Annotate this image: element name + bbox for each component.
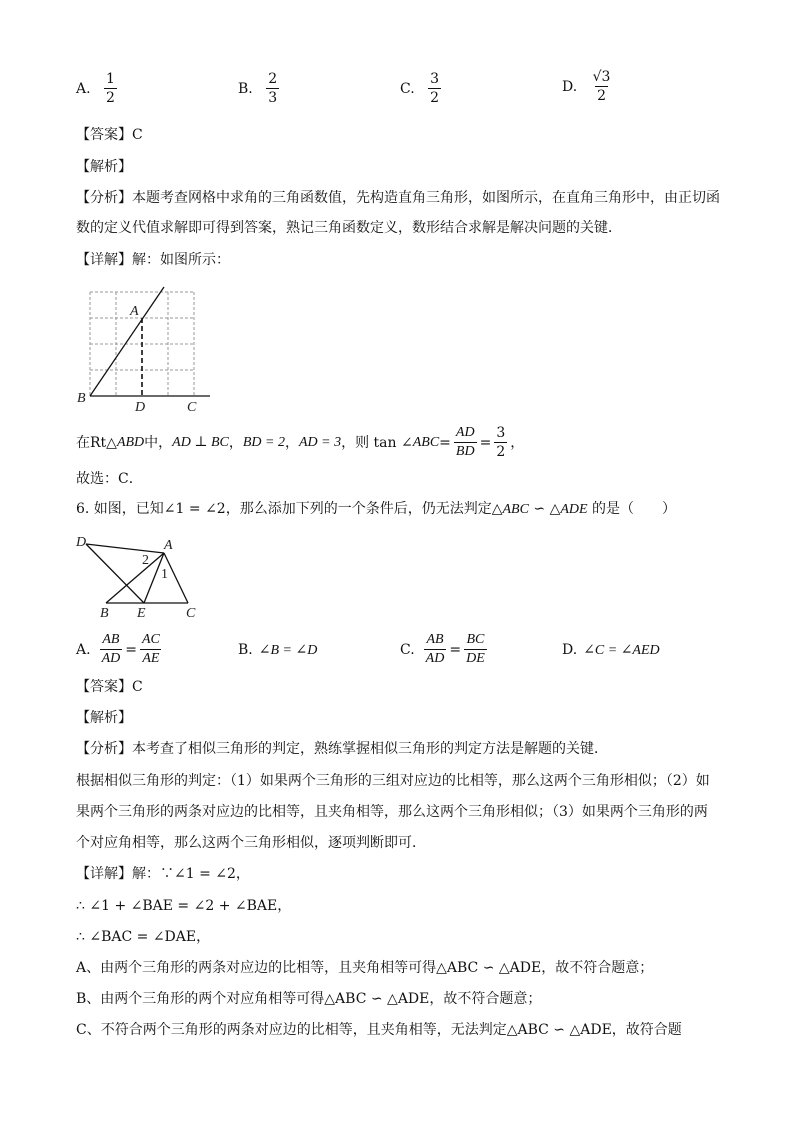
- fraction: $\frac{AC}{AE}$: [141, 632, 160, 666]
- fraction: $\frac{3}{2}$: [496, 425, 506, 460]
- q5-analysis-line2: 数的定义代值求解即可得到答案，熟记三角函数定义，数形结合求解是解决问题的关键．: [76, 220, 622, 236]
- q6-line: 【分析】本考查了相似三角形的判定，熟练掌握相似三角形的判定方法是解题的关键．: [76, 741, 608, 757]
- fraction: $\frac{AB}{AD}$: [101, 632, 121, 666]
- q5-option-a: [76, 70, 120, 107]
- q6-option-a: A. $\frac{AB}{AD}$ = $\frac{AC}{AE}$: [76, 632, 160, 666]
- q6-line: 果两个三角形的两条对应边的比相等，且夹角相等，那么这两个三角形相似；（3）如果两个三角形的两: [76, 804, 708, 820]
- label-b: B: [77, 391, 86, 406]
- q5-answer: 【答案】C: [76, 127, 143, 143]
- segment-ab: [106, 553, 164, 603]
- q5-option-c: [400, 70, 444, 107]
- segment-da: [86, 544, 164, 553]
- q5-grid-figure: [74, 284, 224, 416]
- q5-option-b: [238, 70, 282, 107]
- q6-option-c: C. $\frac{AB}{AD}$ = $\frac{BC}{DE}$: [400, 632, 485, 666]
- fraction: $\frac{1}{2}$: [106, 71, 115, 106]
- q6-line: ∴ ∠BAC = ∠DAE，: [76, 929, 211, 945]
- q5-detail-intro: 【详解】解：如图所示：: [76, 252, 230, 268]
- fraction: $\frac{AD}{BD}$: [455, 425, 475, 459]
- q6-line: B、由两个三角形的两个对应角相等可得△ABC ∽ △ADE，故不符合题意；: [76, 991, 542, 1007]
- label-b: B: [100, 606, 109, 621]
- label-e: E: [137, 606, 146, 621]
- option-letter: D.: [562, 78, 578, 95]
- q6-option-d: D. ∠C = ∠AED: [562, 642, 660, 658]
- q5-option-d: [562, 68, 615, 105]
- label-c: C: [187, 400, 197, 415]
- fraction: $\frac{2}{3}$: [268, 71, 278, 106]
- option-letter: C.: [400, 80, 415, 97]
- q6-stem: 6. 如图，已知∠1 = ∠2，那么添加下列的一个条件后，仍无法判定△ABC ∽ △ADE 的是（ ）: [76, 501, 677, 517]
- q6-line: 【详解】解：∵∠1 = ∠2，: [76, 866, 250, 882]
- option-letter: A.: [76, 80, 91, 97]
- q6-line: ∴ ∠1 + ∠BAE = ∠2 + ∠BAE，: [76, 898, 292, 914]
- q6-answer: 【答案】C: [76, 679, 143, 695]
- option-letter: B.: [238, 80, 253, 97]
- label-d: D: [135, 400, 146, 415]
- q5-analysis-line1: 【分析】本题考查网格中求角的三角函数值，先构造直角三角形，如图所示，在直角三角形中，由正切函: [76, 190, 720, 206]
- label-a: A: [164, 538, 173, 553]
- fraction: $\frac{√3}{2}$: [592, 69, 611, 104]
- q5-calc-line: 在Rt△ ABD 中， AD ⊥ BC ， BD = 2 ， AD = 3 ，则 tan ∠ ABC = $\frac{AD}{BD}$ = $\frac{3}{2}$ ，: [76, 425, 525, 460]
- label-1: 1: [161, 567, 168, 582]
- q6-line: 根据相似三角形的判定：（1）如果两个三角形的三组对应边的比相等，那么这两个三角形相似；（2）如: [76, 773, 710, 789]
- label-2: 2: [142, 553, 149, 568]
- fraction: $\frac{BC}{DE}$: [466, 632, 485, 666]
- q6-option-b: B. ∠B = ∠D: [238, 642, 318, 658]
- q5-analysis-label: 【解析】: [76, 159, 132, 175]
- label-d: D: [76, 535, 87, 550]
- label-a: A: [130, 304, 139, 319]
- label-c: C: [186, 606, 196, 621]
- fraction: $\frac{3}{2}$: [430, 71, 440, 106]
- fraction: $\frac{AB}{AD}$: [425, 632, 445, 666]
- q6-analysis-label: 【解析】: [76, 710, 132, 726]
- q6-triangle-figure: [72, 532, 212, 622]
- q6-line: C、不符合两个三角形的两条对应边的比相等，且夹角相等，无法判定△ABC ∽ △ADE，故符合题: [76, 1022, 682, 1038]
- segment-de: [86, 544, 144, 603]
- q5-choose: 故选：C．: [76, 471, 143, 487]
- q6-line: A、由两个三角形的两条对应边的比相等，且夹角相等可得△ABC ∽ △ADE，故不符合题意；: [76, 960, 654, 976]
- q6-line: 个对应角相等，那么这两个三角形相似，逐项判断即可．: [76, 835, 426, 851]
- line-ba: [90, 287, 164, 396]
